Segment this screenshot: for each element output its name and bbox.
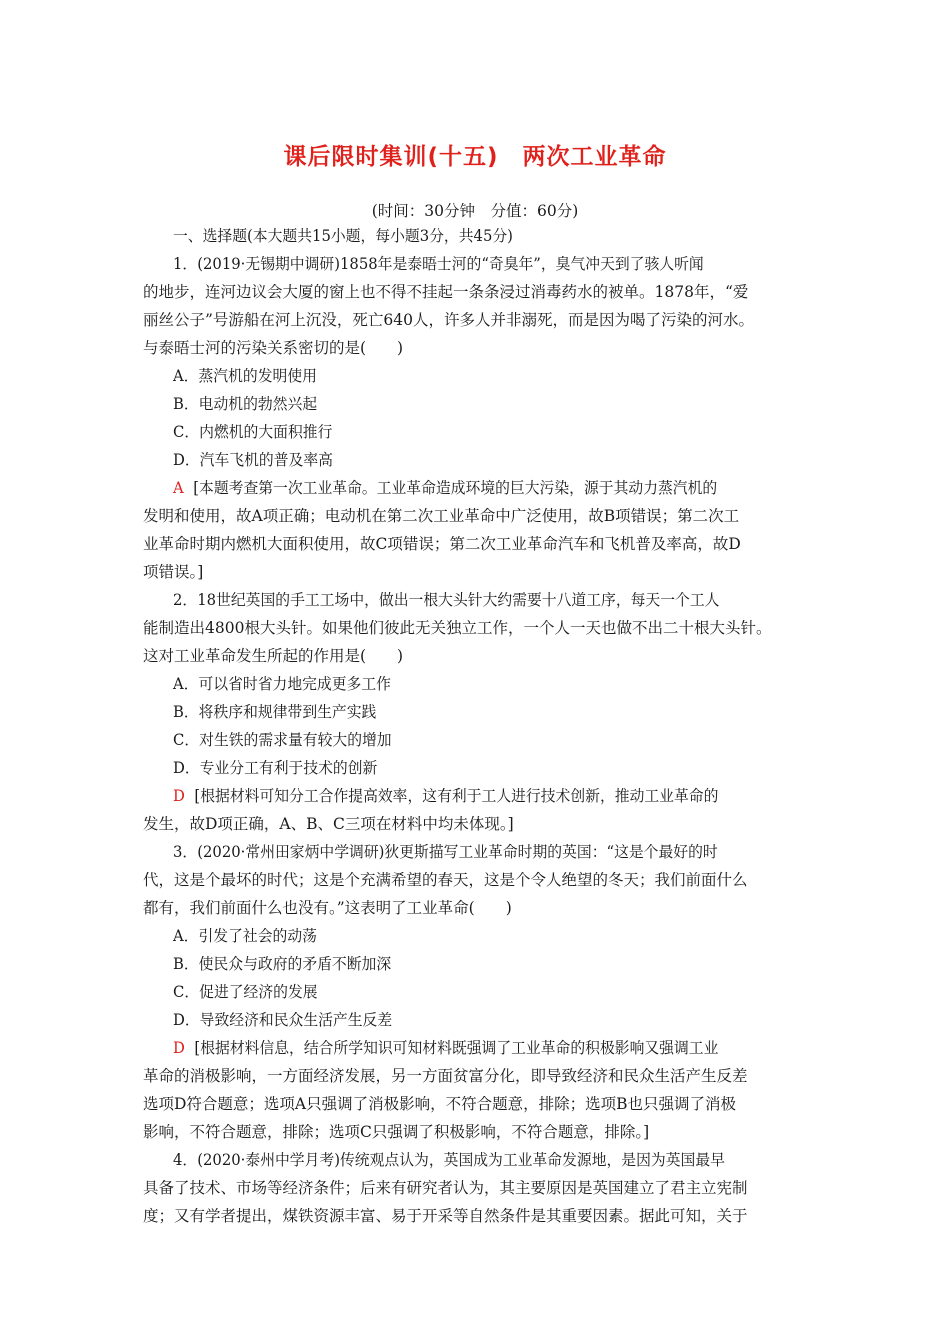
q3-option-d: D．导致经济和民众生活产生反差 bbox=[173, 1011, 393, 1029]
q2-stem-line-3: 这对工业革命发生所起的作用是( ) bbox=[143, 647, 404, 665]
q1-stem-line-2: 的地步，连河边议会大厦的窗上也不得不挂起一条条浸过消毒药水的被单。1878年，“爱 bbox=[143, 283, 749, 301]
q3-option-b: B．使民众与政府的矛盾不断加深 bbox=[173, 955, 392, 973]
q3-explanation-line-4: 影响，不符合题意，排除；选项C只强调了积极影响，不符合题意，排除。] bbox=[143, 1123, 650, 1141]
q3-explanation-line-1: D [根据材料信息，结合所学知识可知材料既强调了工业革命的积极影响又强调工业 bbox=[173, 1039, 719, 1057]
q2-answer: D bbox=[173, 787, 185, 805]
q2-stem-line-2: 能制造出4800根大头针。如果他们彼此无关独立工作，一个人一天也做不出二十根大头针。 bbox=[143, 619, 772, 637]
q3-stem-line-1: 3．(2020·常州田家炳中学调研)狄更斯描写工业革命时期的英国：“这是个最好的时 bbox=[173, 843, 718, 861]
q1-explanation-line-3: 业革命时期内燃机大面积使用，故C项错误；第二次工业革命汽车和飞机普及率高，故D bbox=[143, 535, 741, 553]
q4-stem-line-2: 具备了技术、市场等经济条件；后来有研究者认为，其主要原因是英国建立了君主立宪制 bbox=[143, 1179, 748, 1197]
q1-option-b: B．电动机的勃然兴起 bbox=[173, 395, 318, 413]
section-heading: 一、选择题(本大题共15小题，每小题3分，共45分) bbox=[173, 227, 513, 245]
q1-option-a: A．蒸汽机的发明使用 bbox=[173, 367, 317, 385]
q2-option-c: C．对生铁的需求量有较大的增加 bbox=[173, 731, 392, 749]
page-title: 课后限时集训(十五) 两次工业革命 bbox=[283, 144, 667, 170]
q2-option-d: D．专业分工有利于技术的创新 bbox=[173, 759, 378, 777]
q1-explanation-line-2: 发明和使用，故A项正确；电动机在第二次工业革命中广泛使用，故B项错误；第二次工 bbox=[143, 507, 740, 525]
q3-answer: D bbox=[173, 1039, 185, 1057]
q3-option-a: A．引发了社会的动荡 bbox=[173, 927, 317, 945]
q1-answer: A bbox=[173, 479, 184, 497]
q3-explanation-line-3: 选项D符合题意；选项A只强调了消极影响，不符合题意，排除；选项B也只强调了消极 bbox=[143, 1095, 737, 1113]
q2-explanation-line-2: 发生，故D项正确，A、B、C三项在材料中均未体现。] bbox=[143, 815, 514, 833]
q3-option-c: C．促进了经济的发展 bbox=[173, 983, 318, 1001]
q3-stem-line-2: 代，这是个最坏的时代；这是个充满希望的春天，这是个令人绝望的冬天；我们前面什么 bbox=[143, 871, 748, 889]
time-score-note: (时间：30分钟 分值：60分) bbox=[371, 202, 579, 220]
q3-stem-line-3: 都有，我们前面什么也没有。”这表明了工业革命( ) bbox=[143, 899, 512, 917]
q1-explanation-line-4: 项错误。] bbox=[143, 563, 204, 581]
q1-stem-line-3: 丽丝公子”号游船在河上沉没，死亡640人，许多人并非溺死，而是因为喝了污染的河水。 bbox=[143, 311, 755, 329]
q4-stem-line-3: 度；又有学者提出，煤铁资源丰富、易于开采等自然条件是其重要因素。据此可知，关于 bbox=[143, 1207, 748, 1225]
q1-option-c: C．内燃机的大面积推行 bbox=[173, 423, 333, 441]
q3-explanation-line-2: 革命的消极影响，一方面经济发展，另一方面贫富分化，即导致经济和民众生活产生反差 bbox=[143, 1067, 748, 1085]
q2-explanation-line-1: D [根据材料可知分工合作提高效率，这有利于工人进行技术创新，推动工业革命的 bbox=[173, 787, 719, 805]
q1-stem-line-4: 与泰晤士河的污染关系密切的是( ) bbox=[143, 339, 404, 357]
q2-option-a: A．可以省时省力地完成更多工作 bbox=[173, 675, 391, 693]
q4-stem-line-1: 4．(2020·泰州中学月考)传统观点认为，英国成为工业革命发源地，是因为英国最早 bbox=[173, 1151, 725, 1169]
q1-option-d: D．汽车飞机的普及率高 bbox=[173, 451, 333, 469]
q1-explanation-line-1: A [本题考查第一次工业革命。工业革命造成环境的巨大污染，源于其动力蒸汽机的 bbox=[173, 479, 718, 497]
q2-option-b: B．将秩序和规律带到生产实践 bbox=[173, 703, 377, 721]
q2-stem-line-1: 2．18世纪英国的手工工场中，做出一根大头针大约需要十八道工序，每天一个工人 bbox=[173, 591, 720, 609]
q1-stem-line-1: 1．(2019·无锡期中调研)1858年是泰晤士河的“奇臭年”，臭气冲天到了骇人听闻 bbox=[173, 255, 704, 273]
